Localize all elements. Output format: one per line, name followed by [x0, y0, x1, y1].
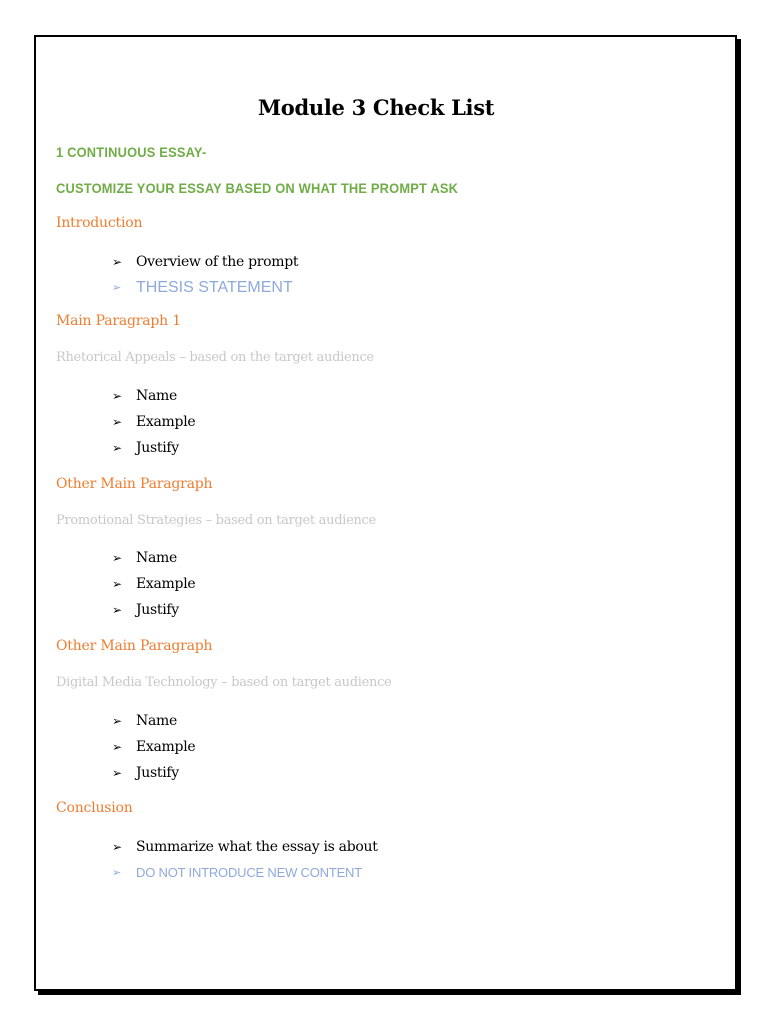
- arrow-bullet-icon: ➢: [112, 603, 122, 617]
- arrow-bullet-icon: ➢: [112, 714, 122, 728]
- list-item: ➢ Justify: [112, 440, 179, 456]
- arrow-bullet-icon: ➢: [112, 867, 122, 879]
- list-item: ➢ Summarize what the essay is about: [112, 839, 378, 855]
- introduction-list: [112, 252, 298, 304]
- section-heading-other-main-paragraph: Other Main Paragraph: [56, 476, 213, 492]
- section-heading-introduction: Introduction: [56, 215, 143, 231]
- digital-media-technology-list: [112, 711, 195, 789]
- main-paragraph-1-list: [112, 386, 195, 464]
- list-item: ➢ Example: [112, 576, 196, 592]
- list-item: ➢ Name: [112, 388, 177, 404]
- arrow-bullet-icon: ➢: [112, 840, 122, 854]
- list-item: ➢ Overview of the prompt: [112, 254, 299, 270]
- arrow-bullet-icon: ➢: [112, 255, 122, 269]
- section-subheading-rhetorical-appeals: Rhetorical Appeals – based on the target audience: [56, 350, 374, 365]
- arrow-bullet-icon: ➢: [112, 415, 122, 429]
- section-heading-conclusion: Conclusion: [56, 800, 133, 816]
- conclusion-list: [112, 837, 378, 889]
- list-item: ➢ Name: [112, 550, 177, 566]
- list-item: ➢ Name: [112, 713, 177, 729]
- arrow-bullet-icon: ➢: [112, 577, 122, 591]
- arrow-bullet-icon: ➢: [112, 389, 122, 403]
- document-title: Module 3 Check List: [257, 95, 495, 120]
- list-item: ➢ THESIS STATEMENT: [112, 279, 293, 296]
- arrow-bullet-icon: ➢: [112, 282, 122, 294]
- list-item: ➢ DO NOT INTRODUCE NEW CONTENT: [112, 863, 378, 889]
- list-item: ➢ Justify: [112, 602, 179, 618]
- list-item: ➢ Justify: [112, 765, 179, 781]
- customize-instruction-heading: CUSTOMIZE YOUR ESSAY BASED ON WHAT THE PROMPT ASK: [56, 180, 459, 196]
- list-item: ➢ Example: [112, 739, 196, 755]
- section-heading-main-paragraph-1: Main Paragraph 1: [56, 313, 181, 329]
- arrow-bullet-icon: ➢: [112, 551, 122, 565]
- list-item: ➢ Example: [112, 414, 196, 430]
- section-heading-other-main-paragraph: Other Main Paragraph: [56, 638, 213, 654]
- section-subheading-promotional-strategies: Promotional Strategies – based on target audience: [56, 513, 376, 528]
- arrow-bullet-icon: ➢: [112, 441, 122, 455]
- arrow-bullet-icon: ➢: [112, 740, 122, 754]
- essay-type-heading: 1 CONTINUOUS ESSAY-: [56, 144, 207, 160]
- promotional-strategies-list: [112, 548, 195, 626]
- section-subheading-digital-media-technology: Digital Media Technology – based on target audience: [56, 675, 392, 690]
- arrow-bullet-icon: ➢: [112, 766, 122, 780]
